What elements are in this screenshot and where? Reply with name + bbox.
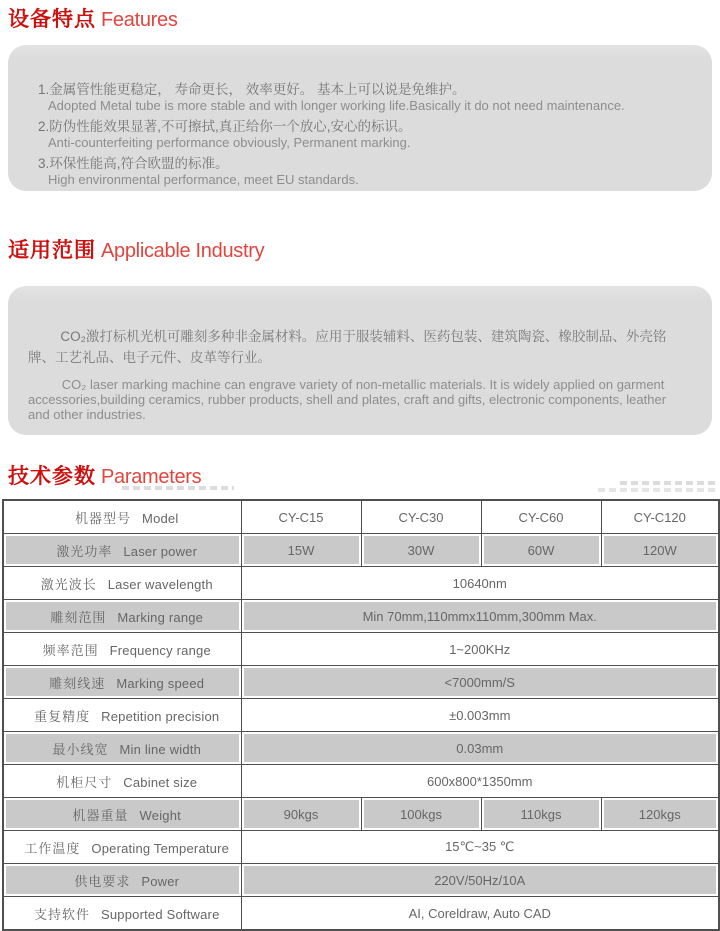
param-value-cell: 15℃~35 ℃ (241, 831, 719, 864)
param-label-en: Laser wavelength (107, 576, 213, 592)
table-row-wavelength (3, 567, 719, 600)
parameters-title-en: Parameters (101, 466, 202, 488)
param-value-cell: AI, Coreldraw, Auto CAD (241, 897, 719, 931)
feature-2-text-zh: 2.防伪性能效果显著,不可擦拭,真正给你一个放心,安心的标识。 (38, 119, 412, 134)
param-label-cell (3, 534, 241, 567)
industry-title-zh: 适用范围 (8, 239, 96, 262)
param-label-zh: 重复精度 (34, 708, 91, 724)
param-label-zh: 机器重量 (72, 807, 129, 823)
param-value-cell: 1~200KHz (241, 633, 719, 666)
param-label-en: Supported Software (101, 906, 220, 922)
param-label-cell (3, 765, 241, 798)
param-label-cell (3, 732, 241, 765)
feature-2-text-en: Anti-counterfeiting performance obviously, Permanent marking. (48, 135, 411, 150)
param-label-zh: 频率范围 (42, 642, 99, 658)
param-label-zh: 供电要求 (74, 873, 131, 889)
param-value-cell: 0.03mm (241, 732, 719, 765)
table-row-model (3, 500, 719, 534)
param-label-cell (3, 798, 241, 831)
param-label-en: Weight (139, 807, 181, 823)
param-label-en: Operating Temperature (91, 840, 230, 856)
table-row-weight (3, 798, 719, 831)
param-value-cell: 30W (361, 534, 481, 567)
param-value-cell: CY-C30 (361, 500, 481, 534)
param-label-zh: 最小线宽 (52, 741, 109, 757)
param-value-cell: CY-C60 (481, 500, 601, 534)
param-value-cell: 90kgs (241, 798, 361, 831)
param-value-cell: 100kgs (361, 798, 481, 831)
industry-paragraph-en: CO₂ laser marking machine can engrave variety of non-metallic materials. It is widely applied on garment accessories,building ceramics, rubber products, shell and plates, craft and gifts, electronic components, leather and other industries. (28, 377, 667, 422)
feature-3-text-en: High environmental performance, meet EU standards. (48, 172, 359, 187)
watermark-artifact-left (122, 486, 234, 490)
table-row-cabinet-size (3, 765, 719, 798)
param-label-zh: 雕刻线速 (49, 675, 106, 691)
param-value-cell: 120kgs (601, 798, 719, 831)
features-section-heading (8, 0, 720, 35)
industry-section-heading (8, 237, 720, 266)
param-label-zh: 工作温度 (24, 840, 81, 856)
param-value-cell: 110kgs (481, 798, 601, 831)
param-label-en: Frequency range (109, 642, 211, 658)
param-label-en: Marking speed (116, 675, 205, 691)
table-row-laser-power (3, 534, 719, 567)
param-value-cell: <7000mm/S (241, 666, 719, 699)
param-label-en: Marking range (117, 609, 204, 625)
feature-1-text-zh: 1.金属管性能更稳定， 寿命更长， 效率更好。 基本上可以说是免维护。 (38, 82, 466, 97)
param-label-en: Min line width (119, 741, 202, 757)
table-row-frequency-range (3, 633, 719, 666)
param-label-cell (3, 666, 241, 699)
parameters-table (2, 499, 720, 931)
feature-item-3 (38, 156, 694, 187)
param-label-en: Cabinet size (123, 774, 198, 790)
param-label-cell (3, 500, 241, 534)
feature-3-text-zh: 3.环保性能高,符合欧盟的标准。 (38, 156, 229, 171)
param-value-cell: 600x800*1350mm (241, 765, 719, 798)
param-label-cell (3, 600, 241, 633)
param-value-cell: CY-C15 (241, 500, 361, 534)
param-label-cell (3, 699, 241, 732)
param-value-cell: CY-C120 (601, 500, 719, 534)
parameters-title-zh: 技术参数 (8, 465, 96, 488)
feature-item-1 (38, 82, 694, 113)
param-value-cell: 220V/50Hz/10A (241, 864, 719, 897)
watermark-artifact-right-2 (598, 488, 716, 492)
features-title-en: Features (101, 9, 178, 31)
param-label-cell (3, 831, 241, 864)
param-label-zh: 支持软件 (33, 906, 90, 922)
table-row-marking-speed (3, 666, 719, 699)
table-row-marking-range (3, 600, 719, 633)
param-label-cell (3, 633, 241, 666)
param-value-cell: 60W (481, 534, 601, 567)
features-title-zh: 设备特点 (8, 8, 96, 31)
table-row-power-supply (3, 864, 719, 897)
param-value-cell: 15W (241, 534, 361, 567)
industry-title-en: Applicable Industry (101, 240, 265, 262)
table-row-repetition-precision (3, 699, 719, 732)
param-value-cell: 10640nm (241, 567, 719, 600)
param-value-cell: 120W (601, 534, 719, 567)
param-label-en: Power (141, 873, 180, 889)
feature-1-text-en: Adopted Metal tube is more stable and with longer working life.Basically it do not need maintenance. (48, 98, 625, 113)
industry-paragraph-zh: CO₂激打标机光机可雕刻多种非金属材料。应用于服装辅料、医药包装、建筑陶瓷、橡胶制品、外壳铭牌、工艺礼品、电子元件、皮革等行业。 (28, 329, 667, 365)
industry-panel (8, 286, 712, 435)
param-label-cell (3, 864, 241, 897)
table-row-operating-temperature (3, 831, 719, 864)
param-label-en: Laser power (123, 543, 198, 559)
param-label-zh: 激光波长 (40, 576, 97, 592)
param-value-cell: ±0.003mm (241, 699, 719, 732)
watermark-artifact-right (620, 481, 716, 485)
param-label-zh: 激光功率 (56, 543, 113, 559)
param-label-zh: 雕刻范围 (50, 609, 107, 625)
features-panel (8, 45, 712, 191)
param-label-cell (3, 567, 241, 600)
param-label-en: Model (142, 510, 179, 526)
param-label-en: Repetition precision (101, 708, 220, 724)
table-row-min-line-width (3, 732, 719, 765)
param-value-cell: Min 70mm,110mmx110mm,300mm Max. (241, 600, 719, 633)
param-label-zh: 机器型号 (75, 510, 132, 526)
param-label-zh: 机柜尺寸 (56, 774, 113, 790)
feature-item-2 (38, 119, 694, 150)
